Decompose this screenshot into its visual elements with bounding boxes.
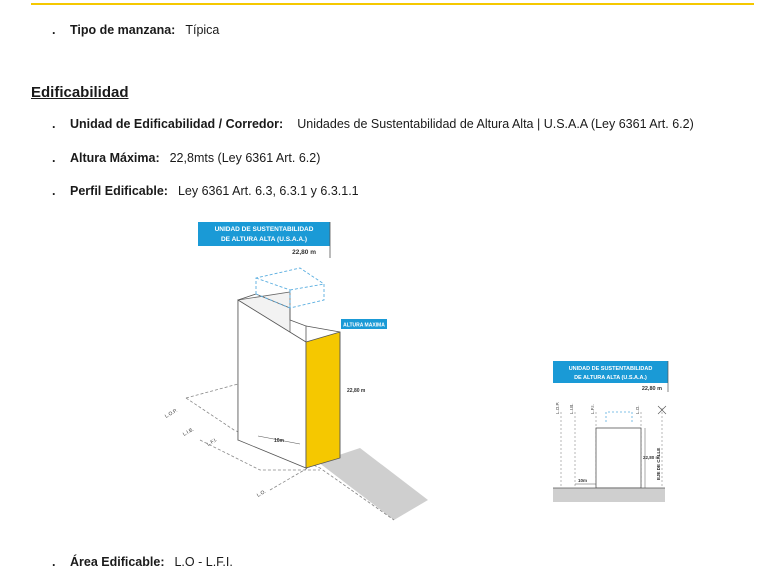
unidad-value: Unidades de Sustentabilidad de Altura Alta | U.S.A.A (Ley 6361 Art. 6.2) [297,117,694,131]
area-row [52,555,233,569]
section-building [596,428,641,488]
area-value: L.O - L.F.I. [174,555,233,569]
section-label-lfi: L.F.I. [590,404,595,414]
bullet: . [52,117,56,131]
section-label-lo: L.O. [635,405,640,414]
tipo-manzana-label: Tipo de manzana: [70,23,176,37]
height-dimension: 22,80 m [347,388,366,394]
section-height-value: 22,80 m [641,386,662,392]
section-title: Edificabilidad [31,84,129,101]
line-label-lib: L.I.B. [182,426,196,438]
bullet: . [52,184,56,198]
tipo-manzana-value: Típica [185,23,220,37]
line-label-lfi: L.F.I. [206,437,219,448]
bullet: . [52,23,56,37]
section-label-lib: L.I.B. [569,403,574,414]
max-height-tag: ALTURA MAXIMA [343,322,385,329]
section-label-lop: L.O.P. [555,401,560,414]
section-usaa-line2: DE ALTURA ALTA (U.S.A.A.) [574,375,647,381]
area-label: Área Edificable: [70,555,165,569]
unidad-label: Unidad de Edificabilidad / Corredor: [70,117,284,131]
depth-dimension: 10m [274,438,285,444]
usaa-height-value: 22,80 m [292,249,316,256]
line-label-lop: L.O.P. [164,407,179,420]
section-depth-dimension: 10m [578,478,588,483]
bullet: . [52,555,56,569]
perfil-label: Perfil Edificable: [70,184,168,198]
usaa-label-line1: UNIDAD DE SUSTENTABILIDAD [214,226,314,233]
section-ground [553,488,665,502]
section-street-axis-label: EJE DE CALLE [656,447,661,480]
section-height-dimension: 22,80 m [643,455,660,460]
bullet: . [52,151,56,165]
section-usaa-line1: UNIDAD DE SUSTENTABILIDAD [568,366,653,372]
line-label-lo: L.O. [256,488,268,499]
section-top-volume [606,412,632,422]
usaa-label-line2: DE ALTURA ALTA (U.S.A.A.) [220,236,308,243]
altura-value: 22,8mts (Ley 6361 Art. 6.2) [169,151,321,165]
perfil-value: Ley 6361 Art. 6.3, 6.3.1 y 6.3.1.1 [177,184,359,198]
altura-label: Altura Máxima: [70,151,160,165]
